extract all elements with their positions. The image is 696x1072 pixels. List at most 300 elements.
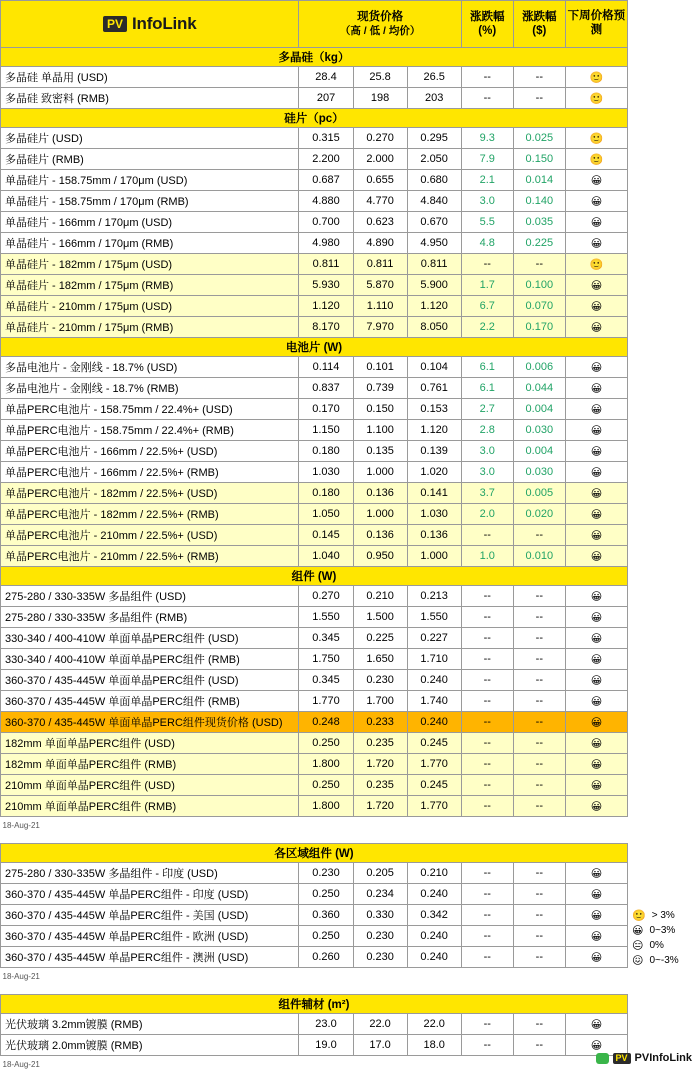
forecast-face-icon: 😀 (565, 884, 627, 905)
legend-item (632, 923, 692, 938)
legend-item (632, 938, 692, 953)
header-next-week-forecast: 下周价格预测 (565, 1, 627, 48)
price-high: 0.250 (299, 775, 353, 796)
forecast-face-icon: 😀 (565, 357, 627, 378)
brand-logo (1, 1, 299, 48)
row-label: 多晶电池片 - 金刚线 - 18.7% (USD) (1, 357, 299, 378)
row-label: 360-370 / 435-445W 单面单晶PERC组件 (RMB) (1, 691, 299, 712)
price-low: 0.235 (353, 733, 407, 754)
date-stamp-row (1, 817, 628, 834)
legend-item (632, 953, 692, 968)
change-percent: -- (461, 863, 513, 884)
header-change-usd: 涨跌幅 ($) (513, 1, 565, 48)
price-average: 0.213 (407, 586, 461, 607)
change-percent: 4.8 (461, 233, 513, 254)
price-average: 1.120 (407, 296, 461, 317)
change-usd: -- (513, 712, 565, 733)
price-low: 0.210 (353, 586, 407, 607)
table-row (1, 483, 628, 504)
table-row (1, 546, 628, 567)
forecast-face-icon: 😀 (565, 317, 627, 338)
legend-label: 0~-3% (649, 955, 678, 966)
forecast-face-icon: 😀 (565, 212, 627, 233)
table-row (1, 863, 628, 884)
forecast-face-icon: 😀 (565, 754, 627, 775)
price-average: 1.030 (407, 504, 461, 525)
row-label: 光伏玻璃 3.2mm镀膜 (RMB) (1, 1014, 299, 1035)
table-row (1, 586, 628, 607)
change-usd: -- (513, 586, 565, 607)
row-label: 330-340 / 400-410W 单面单晶PERC组件 (RMB) (1, 649, 299, 670)
price-high: 0.345 (299, 670, 353, 691)
price-average: 0.104 (407, 357, 461, 378)
price-low: 22.0 (353, 1014, 407, 1035)
change-usd: 0.006 (513, 357, 565, 378)
price-average: 0.680 (407, 170, 461, 191)
legend-label: > 3% (652, 910, 675, 921)
change-usd: -- (513, 607, 565, 628)
watermark-text: PVInfoLink (635, 1052, 692, 1064)
forecast-face-icon: 😀 (565, 483, 627, 504)
section-band (1, 48, 628, 67)
price-low: 1.720 (353, 796, 407, 817)
change-percent: -- (461, 254, 513, 275)
price-average: 0.240 (407, 670, 461, 691)
date-stamp: 18-Aug-21 (1, 968, 628, 985)
price-average: 4.840 (407, 191, 461, 212)
price-high: 1.150 (299, 420, 353, 441)
row-label: 单晶硅片 - 166mm / 170μm (USD) (1, 212, 299, 233)
price-high: 4.980 (299, 233, 353, 254)
spacer-row (1, 833, 628, 844)
price-low: 0.623 (353, 212, 407, 233)
date-stamp: 18-Aug-21 (1, 1056, 628, 1072)
price-average: 0.811 (407, 254, 461, 275)
price-average: 0.240 (407, 884, 461, 905)
change-usd: 0.035 (513, 212, 565, 233)
price-high: 1.770 (299, 691, 353, 712)
forecast-face-icon: 😀 (565, 670, 627, 691)
forecast-face-icon: 😀 (565, 628, 627, 649)
price-low: 4.890 (353, 233, 407, 254)
change-percent: -- (461, 649, 513, 670)
forecast-face-icon: 😀 (565, 733, 627, 754)
change-usd: -- (513, 905, 565, 926)
header-spot-price-title: 现货价格 (299, 10, 460, 24)
row-label: 360-370 / 435-445W 单晶PERC组件 - 美国 (USD) (1, 905, 299, 926)
change-percent: -- (461, 1014, 513, 1035)
price-low: 1.110 (353, 296, 407, 317)
price-low: 1.000 (353, 462, 407, 483)
table-row (1, 399, 628, 420)
change-percent: -- (461, 67, 513, 88)
price-high: 23.0 (299, 1014, 353, 1035)
change-usd: 0.014 (513, 170, 565, 191)
table-row (1, 884, 628, 905)
forecast-face-icon: 😀 (565, 525, 627, 546)
price-average: 0.761 (407, 378, 461, 399)
forecast-face-icon: 😀 (565, 926, 627, 947)
price-high: 0.114 (299, 357, 353, 378)
price-average: 18.0 (407, 1035, 461, 1056)
price-high: 0.345 (299, 628, 353, 649)
price-high: 0.250 (299, 926, 353, 947)
row-label: 单晶PERC电池片 - 182mm / 22.5%+ (USD) (1, 483, 299, 504)
change-percent: 6.1 (461, 357, 513, 378)
change-usd: -- (513, 691, 565, 712)
table-row (1, 67, 628, 88)
legend-label: 0~3% (649, 925, 675, 936)
price-average: 0.240 (407, 947, 461, 968)
legend (632, 908, 692, 968)
change-usd: -- (513, 670, 565, 691)
price-low: 0.739 (353, 378, 407, 399)
spacer (1, 984, 628, 995)
change-usd: -- (513, 525, 565, 546)
change-usd: 0.100 (513, 275, 565, 296)
table-row (1, 905, 628, 926)
price-average: 22.0 (407, 1014, 461, 1035)
change-usd: 0.004 (513, 399, 565, 420)
row-label: 多晶硅 致密料 (RMB) (1, 88, 299, 109)
legend-face-icon: 😀 (632, 924, 643, 937)
row-label: 单晶PERC电池片 - 158.75mm / 22.4%+ (USD) (1, 399, 299, 420)
forecast-face-icon: 😀 (565, 796, 627, 817)
change-usd: -- (513, 1014, 565, 1035)
table-row (1, 170, 628, 191)
pv-badge-icon: PV (613, 1053, 631, 1064)
price-high: 0.315 (299, 128, 353, 149)
forecast-face-icon: 😀 (565, 296, 627, 317)
forecast-face-icon: 😀 (565, 905, 627, 926)
change-percent: 6.1 (461, 378, 513, 399)
price-high: 0.360 (299, 905, 353, 926)
price-low: 1.650 (353, 649, 407, 670)
row-label: 单晶PERC电池片 - 210mm / 22.5%+ (USD) (1, 525, 299, 546)
forecast-face-icon: 😀 (565, 775, 627, 796)
table-row (1, 670, 628, 691)
section-title: 电池片 (W) (1, 338, 628, 357)
price-high: 0.270 (299, 586, 353, 607)
price-high: 0.180 (299, 483, 353, 504)
change-percent: -- (461, 628, 513, 649)
price-high: 0.248 (299, 712, 353, 733)
section-title: 硅片（pc） (1, 109, 628, 128)
change-usd: 0.030 (513, 462, 565, 483)
price-high: 1.550 (299, 607, 353, 628)
price-high: 207 (299, 88, 353, 109)
row-label: 单晶PERC电池片 - 182mm / 22.5%+ (RMB) (1, 504, 299, 525)
change-percent: 2.2 (461, 317, 513, 338)
change-percent: 2.0 (461, 504, 513, 525)
price-high: 1.120 (299, 296, 353, 317)
price-high: 8.170 (299, 317, 353, 338)
forecast-face-icon: 😀 (565, 607, 627, 628)
row-label: 单晶硅片 - 182mm / 175μm (USD) (1, 254, 299, 275)
change-percent: 6.7 (461, 296, 513, 317)
row-label: 单晶硅片 - 210mm / 175μm (USD) (1, 296, 299, 317)
change-usd: -- (513, 628, 565, 649)
section-title: 组件 (W) (1, 567, 628, 586)
section-band (1, 338, 628, 357)
price-average: 203 (407, 88, 461, 109)
header-spot-price-sub: （高 / 低 / 均价） (299, 25, 460, 38)
forecast-face-icon: 🙂 (565, 88, 627, 109)
header-change-percent: 涨跌幅 (%) (461, 1, 513, 48)
forecast-face-icon: 😀 (565, 546, 627, 567)
price-average: 1.020 (407, 462, 461, 483)
price-high: 1.030 (299, 462, 353, 483)
table-row (1, 754, 628, 775)
table-row (1, 191, 628, 212)
price-average: 0.245 (407, 733, 461, 754)
forecast-face-icon: 😀 (565, 1014, 627, 1035)
change-usd: 0.020 (513, 504, 565, 525)
price-low: 0.233 (353, 712, 407, 733)
price-low: 25.8 (353, 67, 407, 88)
header-spot-price (299, 1, 461, 48)
change-percent: -- (461, 947, 513, 968)
change-usd: -- (513, 754, 565, 775)
change-usd: -- (513, 926, 565, 947)
price-average: 8.050 (407, 317, 461, 338)
legend-face-icon: 😖 (632, 954, 643, 967)
forecast-face-icon: 😀 (565, 233, 627, 254)
price-high: 0.170 (299, 399, 353, 420)
price-average: 0.139 (407, 441, 461, 462)
row-label: 多晶硅片 (RMB) (1, 149, 299, 170)
price-high: 0.180 (299, 441, 353, 462)
change-usd: 0.044 (513, 378, 565, 399)
price-high: 1.040 (299, 546, 353, 567)
change-percent: 1.0 (461, 546, 513, 567)
pv-badge-icon: PV (103, 16, 127, 32)
price-low: 7.970 (353, 317, 407, 338)
price-low: 0.136 (353, 483, 407, 504)
row-label: 360-370 / 435-445W 单晶PERC组件 - 欧洲 (USD) (1, 926, 299, 947)
section-band (1, 109, 628, 128)
forecast-face-icon: 😀 (565, 586, 627, 607)
change-percent: 7.9 (461, 149, 513, 170)
price-low: 4.770 (353, 191, 407, 212)
row-label: 单晶硅片 - 210mm / 175μm (RMB) (1, 317, 299, 338)
table-row (1, 1035, 628, 1056)
price-high: 4.880 (299, 191, 353, 212)
change-percent: 3.7 (461, 483, 513, 504)
change-percent: -- (461, 796, 513, 817)
row-label: 单晶PERC电池片 - 166mm / 22.5%+ (USD) (1, 441, 299, 462)
row-label: 单晶PERC电池片 - 158.75mm / 22.4%+ (RMB) (1, 420, 299, 441)
change-percent: 1.7 (461, 275, 513, 296)
price-high: 0.687 (299, 170, 353, 191)
price-low: 1.000 (353, 504, 407, 525)
forecast-face-icon: 😀 (565, 378, 627, 399)
price-average: 4.950 (407, 233, 461, 254)
price-low: 0.230 (353, 947, 407, 968)
price-average: 0.210 (407, 863, 461, 884)
price-high: 5.930 (299, 275, 353, 296)
table-row (1, 775, 628, 796)
forecast-face-icon: 😀 (565, 947, 627, 968)
price-low: 0.235 (353, 775, 407, 796)
price-low: 0.150 (353, 399, 407, 420)
price-high: 0.145 (299, 525, 353, 546)
price-low: 1.500 (353, 607, 407, 628)
change-percent: -- (461, 1035, 513, 1056)
table-row (1, 212, 628, 233)
forecast-face-icon: 😀 (565, 649, 627, 670)
price-average: 0.136 (407, 525, 461, 546)
price-average: 0.240 (407, 712, 461, 733)
table-row (1, 733, 628, 754)
price-high: 1.800 (299, 754, 353, 775)
change-usd: -- (513, 254, 565, 275)
price-average: 5.900 (407, 275, 461, 296)
forecast-face-icon: 😀 (565, 170, 627, 191)
change-usd: 0.005 (513, 483, 565, 504)
change-percent: 9.3 (461, 128, 513, 149)
change-percent: 5.5 (461, 212, 513, 233)
table-row (1, 254, 628, 275)
change-usd: 0.170 (513, 317, 565, 338)
wechat-icon (596, 1053, 609, 1064)
table-row (1, 357, 628, 378)
change-usd: -- (513, 1035, 565, 1056)
row-label: 330-340 / 400-410W 单面单晶PERC组件 (USD) (1, 628, 299, 649)
change-usd: -- (513, 67, 565, 88)
change-usd: -- (513, 733, 565, 754)
row-label: 多晶硅片 (USD) (1, 128, 299, 149)
spacer (1, 833, 628, 844)
date-stamp: 18-Aug-21 (1, 817, 628, 834)
table-row (1, 378, 628, 399)
forecast-face-icon: 🙂 (565, 149, 627, 170)
row-label: 单晶硅片 - 182mm / 175μm (RMB) (1, 275, 299, 296)
section-title: 组件辅材 (m²) (1, 995, 628, 1014)
change-usd: 0.070 (513, 296, 565, 317)
forecast-face-icon: 😀 (565, 863, 627, 884)
price-low: 1.700 (353, 691, 407, 712)
table-row (1, 926, 628, 947)
change-percent: -- (461, 525, 513, 546)
price-average: 0.227 (407, 628, 461, 649)
price-average: 1.770 (407, 796, 461, 817)
price-average: 1.550 (407, 607, 461, 628)
section-title: 多晶硅（kg） (1, 48, 628, 67)
price-average: 0.245 (407, 775, 461, 796)
price-high: 1.800 (299, 796, 353, 817)
row-label: 单晶PERC电池片 - 210mm / 22.5%+ (RMB) (1, 546, 299, 567)
price-low: 0.101 (353, 357, 407, 378)
change-usd: 0.025 (513, 128, 565, 149)
table-row (1, 296, 628, 317)
table-row (1, 462, 628, 483)
row-label: 360-370 / 435-445W 单面单晶PERC组件现货价格 (USD) (1, 712, 299, 733)
table-row (1, 88, 628, 109)
change-usd: 0.140 (513, 191, 565, 212)
row-label: 275-280 / 330-335W 多晶组件 - 印度 (USD) (1, 863, 299, 884)
table-row (1, 712, 628, 733)
legend-label: 0% (649, 940, 663, 951)
price-average: 26.5 (407, 67, 461, 88)
price-average: 1.710 (407, 649, 461, 670)
spacer-row (1, 984, 628, 995)
watermark (596, 1052, 692, 1064)
forecast-face-icon: 🙂 (565, 128, 627, 149)
price-low: 0.811 (353, 254, 407, 275)
change-percent: -- (461, 88, 513, 109)
brand-name: InfoLink (132, 13, 197, 34)
change-percent: -- (461, 691, 513, 712)
change-usd: 0.030 (513, 420, 565, 441)
table-row (1, 796, 628, 817)
price-average: 2.050 (407, 149, 461, 170)
change-percent: -- (461, 926, 513, 947)
price-average: 1.000 (407, 546, 461, 567)
row-label: 275-280 / 330-335W 多晶组件 (USD) (1, 586, 299, 607)
price-high: 1.050 (299, 504, 353, 525)
price-low: 2.000 (353, 149, 407, 170)
row-label: 单晶硅片 - 158.75mm / 170μm (USD) (1, 170, 299, 191)
price-average: 0.295 (407, 128, 461, 149)
price-low: 0.230 (353, 926, 407, 947)
change-usd: -- (513, 947, 565, 968)
price-average: 1.770 (407, 754, 461, 775)
change-usd: -- (513, 884, 565, 905)
change-percent: -- (461, 754, 513, 775)
price-high: 0.260 (299, 947, 353, 968)
section-title: 各区域组件 (W) (1, 844, 628, 863)
row-label: 单晶硅片 - 158.75mm / 170μm (RMB) (1, 191, 299, 212)
price-low: 1.720 (353, 754, 407, 775)
change-percent: -- (461, 733, 513, 754)
legend-item (632, 908, 692, 923)
table-row (1, 275, 628, 296)
forecast-face-icon: 😀 (565, 420, 627, 441)
price-average: 0.240 (407, 926, 461, 947)
section-band (1, 995, 628, 1014)
change-usd: -- (513, 775, 565, 796)
forecast-face-icon: 😀 (565, 1035, 627, 1056)
table-row (1, 149, 628, 170)
price-low: 1.100 (353, 420, 407, 441)
row-label: 光伏玻璃 2.0mm镀膜 (RMB) (1, 1035, 299, 1056)
price-average: 1.740 (407, 691, 461, 712)
change-percent: 2.1 (461, 170, 513, 191)
table-row (1, 947, 628, 968)
change-usd: -- (513, 649, 565, 670)
forecast-face-icon: 😀 (565, 712, 627, 733)
table-row (1, 128, 628, 149)
price-low: 0.655 (353, 170, 407, 191)
table-row (1, 607, 628, 628)
price-high: 2.200 (299, 149, 353, 170)
change-usd: 0.004 (513, 441, 565, 462)
price-low: 0.136 (353, 525, 407, 546)
section-band (1, 844, 628, 863)
price-low: 0.230 (353, 670, 407, 691)
row-label: 360-370 / 435-445W 单面单晶PERC组件 (USD) (1, 670, 299, 691)
price-average: 0.342 (407, 905, 461, 926)
forecast-face-icon: 🙂 (565, 254, 627, 275)
forecast-face-icon: 😀 (565, 462, 627, 483)
change-usd: -- (513, 863, 565, 884)
change-percent: 3.0 (461, 191, 513, 212)
date-stamp-row (1, 1056, 628, 1072)
price-high: 28.4 (299, 67, 353, 88)
price-low: 198 (353, 88, 407, 109)
change-percent: -- (461, 712, 513, 733)
